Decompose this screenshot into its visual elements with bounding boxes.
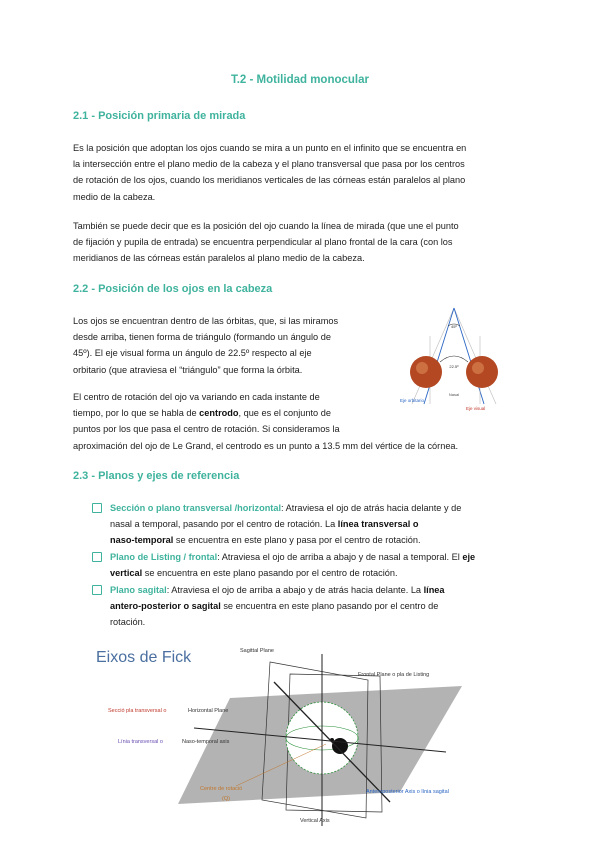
fick-title: Eixos de Fick xyxy=(96,649,192,666)
vertical-axis-label: Vertical Axis xyxy=(300,818,330,824)
text-span: : Atraviesa el ojo de arriba a abajo y de nasal a temporal. El xyxy=(217,552,463,562)
orbit-wall-line xyxy=(412,308,454,404)
text-line: aproximación del ojo de Le Grand, el centrodo es un punto a 13.5 mm del vértice de la córnea. xyxy=(73,440,459,451)
eye-highlight xyxy=(472,362,484,374)
text-span: nasal a temporal, pasando por el centro de rotación. La xyxy=(110,519,338,529)
text-line: Los ojos se encuentran dentro de las órbitas, que, si las miramos xyxy=(73,316,339,326)
text-line: de rotación de los ojos, cuando los meridianos verticales de las córneas están paralelos al plano xyxy=(73,175,466,186)
text-line xyxy=(110,565,522,581)
checkbox-icon[interactable] xyxy=(92,503,102,513)
text-line xyxy=(110,500,522,516)
bold-term: antero-posterior o sagital xyxy=(110,601,221,611)
text-span: : Atraviesa el ojo de atrás hacia delante y de xyxy=(281,503,462,513)
term-name: Plano de Listing / frontal xyxy=(110,552,218,562)
paragraph-linea-mirada xyxy=(73,218,459,267)
bold-term: naso-temporal xyxy=(110,535,174,545)
text-line xyxy=(110,582,522,598)
checklist-item-transversal xyxy=(92,500,522,548)
frontal-plane-label: Frontal Plane o pla de Listing xyxy=(358,672,430,678)
text-line: la intersección entre el plano medio de la cabeza y el plano transversal que pasa por los centros xyxy=(73,159,465,170)
bold-term: línea xyxy=(423,585,445,595)
text-span: , que es el conjunto de xyxy=(238,408,331,419)
text-line: medio de la cabeza. xyxy=(73,191,156,202)
eye-highlight xyxy=(416,362,428,374)
item-text xyxy=(110,500,522,548)
text-line: meridianos de las córneas están paralelos al plano medio de la cabeza. xyxy=(73,253,365,264)
rotation-centre-q-label: (Q) xyxy=(222,796,230,802)
text-line: 45º). El eje visual forma un ángulo de 22.5º respecto al eje xyxy=(73,348,312,359)
text-line: puntos por los que pasa el centro de rotación. Si consideramos la xyxy=(73,424,340,435)
text-line xyxy=(110,549,522,565)
text-line: También se puede decir que es la posición del ojo cuando la línea de mirada (que une el punto xyxy=(73,221,459,231)
naso-temporal-label: Línia transversal o xyxy=(118,739,163,745)
fick-axes-figure xyxy=(90,640,510,830)
text-line: orbitario (que atraviesa el “triángulo” que forma la órbita. xyxy=(73,364,303,375)
section-heading-2-2: 2.2 - Posición de los ojos en la cabeza xyxy=(73,283,273,295)
bold-term: línea transversal o xyxy=(337,519,419,529)
text-span: : Atraviesa el ojo de arriba a abajo y de atrás hacia delante. La xyxy=(166,585,424,595)
angle-arc xyxy=(440,356,468,362)
rotation-centre-label: Centre de rotació xyxy=(200,786,243,792)
text-span: se encuentra en este plano pasando por el centro de xyxy=(220,601,439,611)
bold-term: vertical xyxy=(110,568,143,578)
centrodo-term: centrodo xyxy=(199,408,239,419)
checklist-item-listing xyxy=(92,549,522,581)
sagittal-plane-label: Sagittal Plane xyxy=(240,648,274,654)
text-line: rotación. xyxy=(110,617,146,627)
text-line xyxy=(110,532,522,548)
horizontal-plane-label: Horizontal Plane xyxy=(188,708,229,714)
naso-temporal-axis-label: Naso-temporal axis xyxy=(182,739,230,745)
bold-term: eje xyxy=(462,552,476,562)
text-span: se encuentra en este plano y pasa por el centro de rotación. xyxy=(173,535,421,545)
page-title: T.2 - Motilidad monocular xyxy=(230,74,369,86)
text-line: El centro de rotación del ojo va variando en cada instante de xyxy=(73,392,320,402)
item-text xyxy=(110,582,522,630)
item-text xyxy=(110,549,522,581)
text-span: se encuentra en este plano pasando por el centro de rotación. xyxy=(142,568,398,578)
orbit-eyes-figure xyxy=(396,306,528,416)
section-heading-2-3: 2.3 - Planos y ejes de referencia xyxy=(73,470,240,482)
figure-label: Nasal xyxy=(448,392,460,397)
paragraph-orbitas xyxy=(73,313,338,378)
visual-axis-label: Eje visual xyxy=(466,406,486,411)
text-line: de fijación y pupila de entrada) se encuentra perpendicular al plano frontal de la cara (con los xyxy=(73,237,453,248)
orbit-wall-line xyxy=(454,308,496,404)
text-span: tiempo, por lo que se habla de xyxy=(73,408,200,419)
visual-axis-line xyxy=(424,308,454,404)
angle-label: 22.5º xyxy=(449,364,459,369)
text-line: desde arriba, tienen forma de triángulo (formando un ángulo de xyxy=(73,332,331,343)
term-name: Plano sagital xyxy=(110,585,167,595)
visual-axis-line xyxy=(454,308,484,404)
checkbox-icon[interactable] xyxy=(92,585,102,595)
section-heading-2-1: 2.1 - Posición primaria de mirada xyxy=(73,110,246,122)
pupil-icon xyxy=(332,738,348,754)
checkbox-icon[interactable] xyxy=(92,552,102,562)
text-line xyxy=(110,598,522,614)
term-name: Sección o plano transversal /horizontal xyxy=(110,503,282,513)
antero-posterior-label: Anteroposterior Axis o línia sagital xyxy=(366,789,449,795)
checklist-item-sagital xyxy=(92,582,522,630)
paragraph-posicion-primaria xyxy=(73,140,466,205)
text-line xyxy=(110,516,522,532)
transversal-plane-label: Secció pla transversal o xyxy=(108,708,167,714)
text-line: Es la posición que adoptan los ojos cuando se mira a un punto en el infinito que se encuentra en xyxy=(73,143,467,153)
angle-label: 45º xyxy=(451,324,457,329)
orbit-axis-label: Eje orbitario xyxy=(400,398,425,403)
